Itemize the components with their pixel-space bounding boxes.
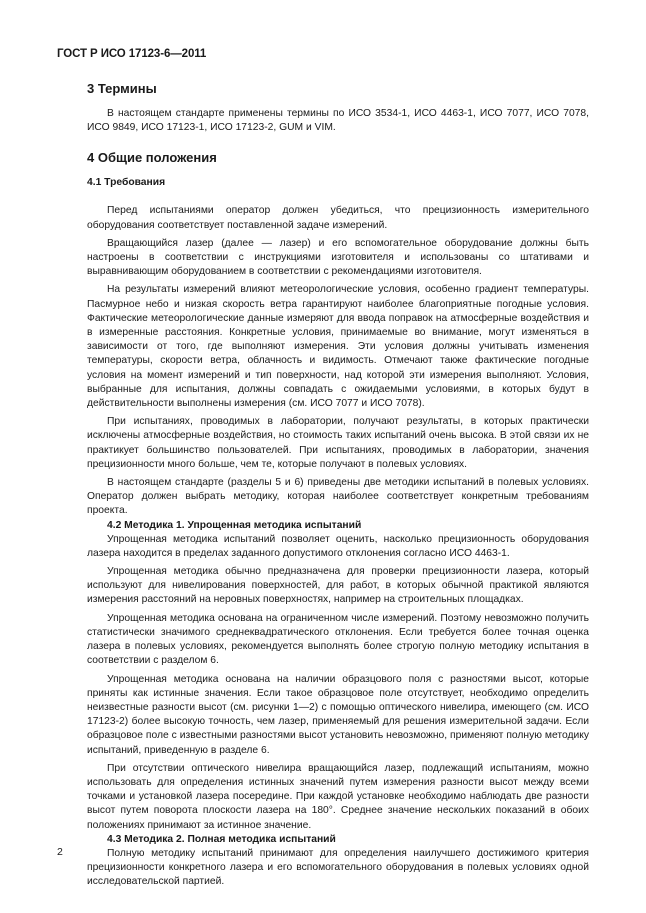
paragraph: Упрощенная методика обычно предназначена для проверки прецизионности лазера, который используют для нивелирования поверхностей, для работ, в которых обычной практикой являются измерения расстояний на неровных поверхностях, например на строительных площадках. xyxy=(87,566,589,606)
paragraph: Перед испытаниями оператор должен убедиться, что прецизионность измерительного оборудования соответствует поставленной задаче измерений. xyxy=(87,205,589,231)
subsection-4-2-title: 4.2 Методика 1. Упрощенная методика испытаний xyxy=(107,519,362,531)
paragraph: Упрощенная методика основана на ограниченном числе измерений. Поэтому невозможно получить статистически значимого среднеквадратического отклонения. Если требуется более точная оценка лазера в полевых условиях, рекомендуется выполнять более строгую полную методику испытания в соответствии с разделом 6. xyxy=(87,612,589,667)
paragraph: При испытаниях, проводимых в лаборатории, получают результаты, в которых практически исключены атмосферные воздействия, но стоимость таких испытаний очень высока. В этой связи их не практикует большинство пользователей. При испытаниях, проводимых в лаборатории, значения прецизионности много больше, чем те, которые получают в полевых условиях. xyxy=(87,416,589,470)
subsection-4-3-title: 4.3 Методика 2. Полная методика испытаний xyxy=(107,833,336,845)
section-3-title: 3 Термины xyxy=(87,81,157,96)
paragraph: При отсутствии оптического нивелира вращающийся лазер, подлежащий испытаниям, можно использовать для определения истинных значений путем измерения разности высот между всеми точками и установкой лазера посередине. При каждой установке необходимо наблюдать две разности высот путем поворота плоскости лазера на 180°. Среднее значение нескольких показаний в обоих положениях принимают за истинное значение. xyxy=(87,762,589,831)
paragraph: Вращающийся лазер (далее — лазер) и его вспомогательное оборудование должны быть настроены в соответствии с инструкциями изготовителя и использованы со штативами и выравнивающим оборудованием в соответствии с рекомендациями изготовителя. xyxy=(87,237,589,278)
section-4-title: 4 Общие положения xyxy=(87,150,217,166)
subsection-4-1-title: 4.1 Требования xyxy=(87,177,166,189)
page-content xyxy=(87,66,589,889)
paragraph: Упрощенная методика испытаний позволяет оценить, насколько прецизионность оборудования лазера находится в пределах заданного допустимого отклонения согласно ИСО 4463-1. xyxy=(87,533,589,559)
paragraph: Упрощенная методика основана на наличии образцового поля с разностями высот, которые приняты как истинные значения. Если такое образцовое поле отсутствует, необходимо определить неизвестные разности высот (см. рисунки 1—2) с помощью оптического нивелира, имеющего (см. ИСО 17123-2) более высокую точность, чем лазер, применяемый для решения измерительной задачи. Если образцовое поле с известными разностями высот установить невозможно, применяют полную методику испытаний, приведенную в разделе 6. xyxy=(87,673,589,756)
paragraph: Полную методику испытаний принимают для определения наилучшего достижимого критерия прецизионности конкретного лазера и его вспомогательного оборудования в полевых условиях одной исследовательской партией. xyxy=(87,847,589,888)
standard-header: ГОСТ Р ИСО 17123-6—2011 xyxy=(57,48,207,60)
section-3-text: В настоящем стандарте применены термины по ИСО 3534-1, ИСО 4463-1, ИСО 7077, ИСО 7078, ИСО 9849, ИСО 17123-1, ИСО 17123-2, GUM и VIM. xyxy=(87,108,589,134)
page-number: 2 xyxy=(57,846,63,858)
paragraph: На результаты измерений влияют метеорологические условия, особенно градиент температуры. Пасмурное небо и низкая скорость ветра гарантируют наиболее благоприятные погодные условия. Фактические метеорологические данные измеряют для ввода поправок на атмосферные воздействия и в измеренные расстояния. Конкретные условия, принимаемые во внимание, могут изменяться в зависимости от того, где выполняют измерения. Эти условия должны учитывать изменения температуры, скорости ветра, облачность и видимость. Отмечают также фактические погодные условия на момент измерений и тип поверхности, над которой эти измерения выполняют. Условия, выбранные для испытания, должны совпадать с ожидаемыми условиями, в которых будут в действительности выполнены измерения (см. ИСО 7077 и ИСО 7078). xyxy=(87,284,589,410)
paragraph: В настоящем стандарте (разделы 5 и 6) приведены две методики испытаний в полевых условиях. Оператор должен выбрать методику, которая наиболее соответствует конкретным требованиям проекта. xyxy=(87,477,589,517)
